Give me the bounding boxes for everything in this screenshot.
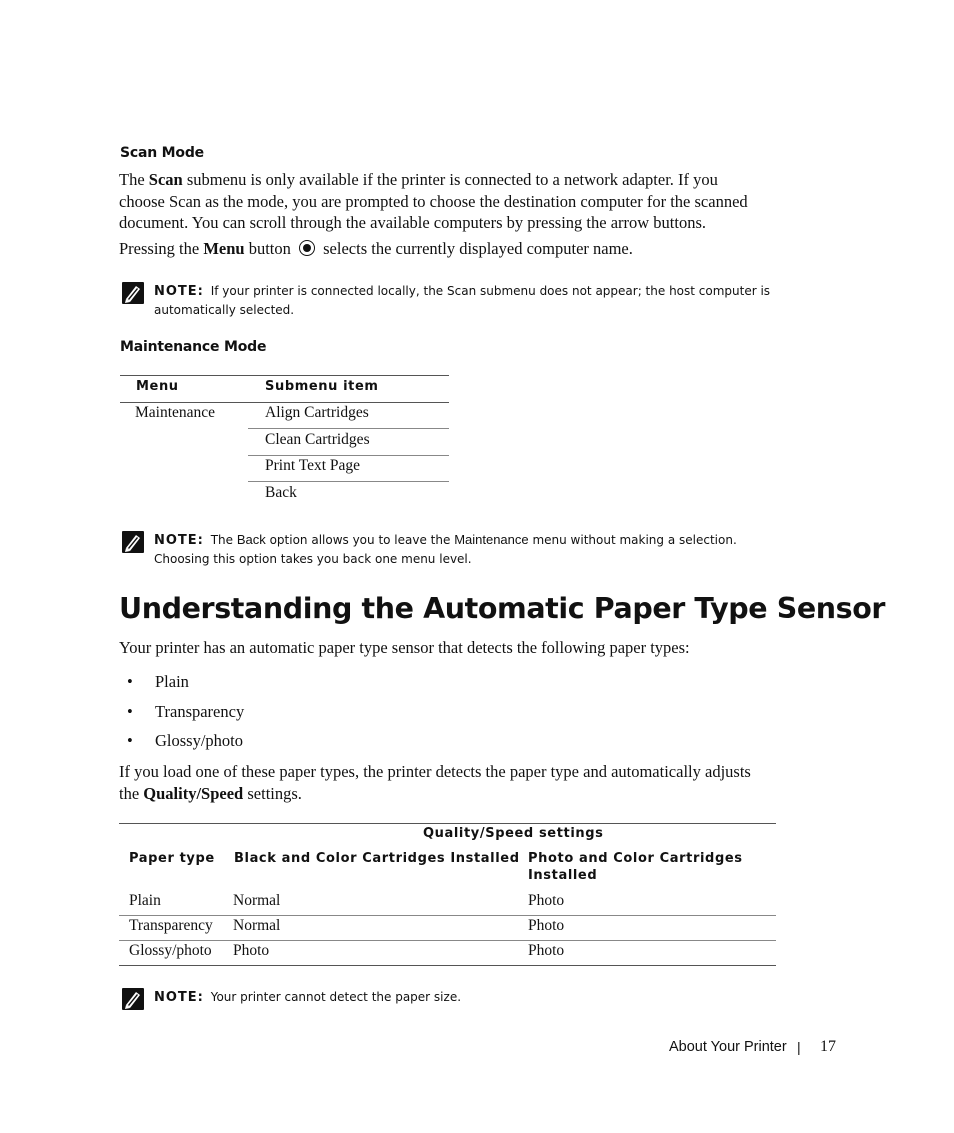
text-span: the <box>119 783 144 803</box>
table-cell: Glossy/photo <box>129 942 212 959</box>
note-maintenance <box>122 531 782 568</box>
footer-section: About Your Printer <box>669 1039 787 1055</box>
sensor-paragraph <box>119 761 799 804</box>
table-cell-submenu: Align Cartridges <box>265 404 369 421</box>
bold-quality-speed: Quality/Speed <box>143 783 244 803</box>
table-header-black-color: Black and Color Cartridges Installed <box>234 851 520 866</box>
table-cell: Photo <box>233 942 270 959</box>
table-cell-menu: Maintenance <box>135 404 216 421</box>
bullet-text: Glossy/photo <box>155 731 244 750</box>
text-line: document. You can scroll through the available computers by pressing the arrow buttons. <box>119 213 707 232</box>
note-label: NOTE: <box>154 533 204 548</box>
bold-menu: Menu <box>203 239 245 258</box>
bullet-text: Plain <box>155 672 189 691</box>
bullet-text: Transparency <box>155 702 245 721</box>
text-line: If you load one of these paper types, the printer detects the paper type and automatically adjusts <box>119 762 751 781</box>
table-cell: Plain <box>129 892 161 909</box>
note-pencil-icon <box>122 988 144 1010</box>
note-maintenance-word: Maintenance <box>454 532 529 547</box>
note-paper-size-text <box>154 988 461 1007</box>
note-scan-text <box>154 282 770 319</box>
note-maintenance-text <box>154 531 737 568</box>
note-line: If your printer is connected locally, the Scan submenu does not appear; the host computer is <box>210 284 771 298</box>
menu-button-icon <box>299 240 315 256</box>
table-cell: Normal <box>233 892 281 909</box>
note-label: NOTE: <box>154 990 204 1005</box>
note-span: The <box>210 533 237 547</box>
table-cell-submenu: Print Text Page <box>265 457 361 474</box>
table-cell: Photo <box>528 942 565 959</box>
note-label: NOTE: <box>154 284 204 299</box>
bullet-item: • Glossy/photo <box>127 731 244 750</box>
table-header-photo-color <box>528 851 743 883</box>
table-cell-submenu: Clean Cartridges <box>265 431 370 448</box>
scan-mode-paragraph <box>119 169 799 234</box>
note-paper-size <box>122 988 782 1010</box>
header-line: Photo and Color Cartridges <box>528 851 743 866</box>
note-pencil-icon <box>122 531 144 553</box>
sensor-intro: Your printer has an automatic paper type sensor that detects the following paper types: <box>119 638 690 657</box>
note-span: menu without making a selection. <box>528 533 737 547</box>
maintenance-mode-heading: Maintenance Mode <box>120 339 267 355</box>
text-span: selects the currently displayed computer name. <box>319 239 633 258</box>
header-line: Installed <box>528 868 598 883</box>
page-number: 17 <box>820 1038 836 1055</box>
text-span: Pressing the <box>119 239 204 258</box>
table-group-header: Quality/Speed settings <box>423 826 604 841</box>
table-cell: Photo <box>528 892 565 909</box>
table-cell: Normal <box>233 917 281 934</box>
note-pencil-icon <box>122 282 144 304</box>
text-span: The <box>119 170 149 189</box>
table-cell-submenu: Back <box>265 484 297 501</box>
text-span: submenu is only available if the printer is connected to a network adapter. If you <box>182 170 718 189</box>
note-line: automatically selected. <box>154 303 295 317</box>
scan-mode-heading: Scan Mode <box>120 145 204 161</box>
note-line: Your printer cannot detect the paper size. <box>210 990 462 1004</box>
bullet-item: • Transparency <box>127 702 245 721</box>
table-cell: Transparency <box>129 917 213 934</box>
text-span: button <box>244 239 291 258</box>
text-line: choose Scan as the mode, you are prompted to choose the destination computer for the scanned <box>119 191 748 211</box>
menu-button-paragraph <box>119 238 633 260</box>
table-header-paper-type: Paper type <box>129 851 215 866</box>
note-span: option allows you to leave the <box>265 533 455 547</box>
note-scan <box>122 282 782 319</box>
bold-scan: Scan <box>148 170 183 189</box>
bullet-item: • Plain <box>127 672 189 691</box>
section-title: Understanding the Automatic Paper Type Sensor <box>119 592 886 625</box>
table-header-menu: Menu <box>136 379 179 394</box>
footer-separator: | <box>797 1039 801 1055</box>
table-cell: Photo <box>528 917 565 934</box>
note-line: Choosing this option takes you back one menu level. <box>154 552 472 566</box>
text-span: settings. <box>243 783 302 803</box>
note-back-word: Back <box>236 532 266 547</box>
table-header-submenu: Submenu item <box>265 379 379 394</box>
